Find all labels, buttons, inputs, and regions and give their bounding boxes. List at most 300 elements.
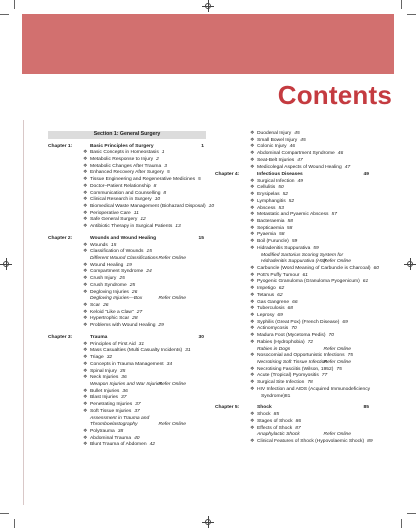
page-number: 62 xyxy=(278,286,285,292)
toc-entry[interactable] xyxy=(215,300,371,307)
entry-title: Pyogenic Granuloma (Granuloma Pyogenicum) 61 xyxy=(257,279,369,285)
page-number: 75 xyxy=(347,353,353,359)
bullet-icon: ❖ xyxy=(250,412,255,418)
online-entry-title: Degloving Injuries—Box xyxy=(90,296,143,302)
entry-title: Syphilis (Great Pox) (French Disease) 69 xyxy=(257,319,348,325)
entry-title: Crush Injury 25 xyxy=(90,276,125,282)
page-number: 10 xyxy=(208,203,215,209)
bullet-icon: ❖ xyxy=(250,131,255,136)
entry-title: Colonic Injury 46 xyxy=(257,144,296,150)
page-number: 59 xyxy=(313,245,319,251)
bullet-icon: ❖ xyxy=(250,306,255,312)
page-number: 72 xyxy=(307,339,314,345)
entry-title: Surgical Infection 49 xyxy=(257,178,303,184)
toc-entry[interactable] xyxy=(48,348,206,355)
entry-title: Metastatic and Pyaemic Abscess 57 xyxy=(257,212,337,218)
entry-title: Medicolegal Aspects of Wound Healing 47 xyxy=(257,164,351,170)
chapter-heading[interactable] xyxy=(215,172,371,179)
entry-title: Antibiotic Therapy in Surgical Patients 13 xyxy=(90,224,181,230)
page-number: 29 xyxy=(158,323,164,329)
page-number: 5 xyxy=(166,170,170,176)
entry-title: Blunt Trauma of Abdomen 42 xyxy=(90,442,156,448)
page-number: 85 xyxy=(273,412,280,418)
toc-entry[interactable] xyxy=(215,432,371,439)
entry-title: Pyaemia 58 xyxy=(257,232,285,238)
toc-entry[interactable] xyxy=(48,177,206,184)
entry-title: Bacteraemia 58 xyxy=(257,218,293,224)
bullet-icon: ❖ xyxy=(83,388,88,394)
bullet-icon: ❖ xyxy=(250,339,255,345)
toc-entry[interactable] xyxy=(48,224,206,231)
toc-entry[interactable] xyxy=(48,402,206,409)
online-entry-title: Assessment in Trauma and xyxy=(90,415,150,421)
entry-title: Septicaemia 58 xyxy=(257,225,293,231)
entry-title: Crush Syndrome 25 xyxy=(90,282,136,288)
entry-title: HIV Infection and AIDS (Acquired Immunodeficiency xyxy=(257,386,371,392)
page-number: 11 xyxy=(133,210,139,216)
crop-mark xyxy=(401,0,402,9)
entry-title: Polytrauma 38 xyxy=(90,428,124,434)
bullet-icon: ❖ xyxy=(250,279,255,285)
bullet-icon: ❖ xyxy=(250,205,255,211)
page-number: 75 xyxy=(336,366,342,372)
toc-entry[interactable] xyxy=(215,199,371,206)
toc-entry[interactable] xyxy=(48,382,206,389)
page-number: 37 xyxy=(134,408,140,414)
bullet-icon: ❖ xyxy=(83,282,88,288)
entry-title: Rabies (Hydrophobia) 72 xyxy=(257,339,314,345)
entry-title: Problems with Wound Healing 29 xyxy=(90,323,164,329)
page-number: 70 xyxy=(328,333,334,339)
entry-title: Triage 32 xyxy=(90,355,113,361)
page-number: 2 xyxy=(156,156,159,162)
bullet-icon: ❖ xyxy=(83,183,88,189)
page-number: 36 xyxy=(121,375,127,381)
toc-entry[interactable] xyxy=(215,313,371,320)
toc-entry[interactable] xyxy=(215,419,371,426)
bullet-icon: ❖ xyxy=(83,242,88,248)
bullet-icon: ❖ xyxy=(83,210,88,216)
bullet-icon: ❖ xyxy=(250,333,255,339)
page-number: 31 xyxy=(185,348,191,354)
toc-entry[interactable] xyxy=(215,239,371,246)
entry-title: Boil (Furuncle) 59 xyxy=(257,239,298,245)
toc-entry[interactable] xyxy=(215,185,371,192)
bullet-icon: ❖ xyxy=(83,402,88,408)
toc-entry[interactable] xyxy=(48,369,206,376)
bullet-icon: ❖ xyxy=(83,156,88,162)
crop-mark xyxy=(401,519,402,528)
entry-title: Pott's Puffy Tumour 61 xyxy=(257,272,308,278)
entry-title: Classification of Wounds 15 xyxy=(90,249,152,255)
bullet-icon: ❖ xyxy=(250,192,255,198)
page-number: 1 xyxy=(201,143,204,149)
page-number: 53 xyxy=(278,205,284,211)
entry-title: Basic Concepts in Homeostasis 1 xyxy=(90,150,165,156)
toc-entry[interactable] xyxy=(48,296,206,303)
toc-entry[interactable] xyxy=(215,286,371,293)
bullet-icon: ❖ xyxy=(83,323,88,329)
page-number: 69 xyxy=(342,319,348,325)
toc-entries-right xyxy=(215,131,379,446)
refer-online-link: Refer Online xyxy=(323,346,351,352)
bullet-icon: ❖ xyxy=(250,218,255,224)
entry-title: Tetanus 62 xyxy=(257,292,283,298)
page-number: 42 xyxy=(149,442,156,448)
page-number: 68 xyxy=(287,306,293,312)
chapter-title: Basic Principles of Surgery xyxy=(90,143,154,149)
entry-title: Perioperative Care 11 xyxy=(90,210,139,216)
page-number: 50 xyxy=(278,185,284,191)
bullet-icon: ❖ xyxy=(83,217,88,223)
entry-title: Shock 85 xyxy=(257,412,280,418)
bullet-icon: ❖ xyxy=(83,262,88,268)
page-number: 46 xyxy=(289,144,296,150)
online-entry-title: Hidradenitis Suppurativa (HS) xyxy=(261,259,326,265)
page-number: 26 xyxy=(131,289,138,295)
bullet-icon: ❖ xyxy=(250,212,255,218)
toc-entry[interactable] xyxy=(48,197,206,204)
entry-title: Nosocomial and Opportunistic Infections 75 xyxy=(257,353,353,359)
entry-title: Abdominal Trauma 40 xyxy=(90,435,140,441)
online-entry-title: Different Wound Classifications xyxy=(90,256,158,261)
page-number: 89 xyxy=(367,438,373,444)
toc-entries-left xyxy=(48,143,215,450)
toc-entry[interactable] xyxy=(48,283,206,290)
entry-title: Seat-Belt Injuries 47 xyxy=(257,157,303,163)
page-number: 38 xyxy=(117,428,124,434)
entry-title: Concepts in Trauma Management 34 xyxy=(90,361,173,367)
toc-entry[interactable] xyxy=(215,387,371,394)
toc-entry[interactable] xyxy=(48,323,206,330)
entry-title: Cellulitis 50 xyxy=(257,185,284,191)
entry-title: Abdominal Compartment Syndrome 46 xyxy=(257,151,344,157)
bullet-icon: ❖ xyxy=(250,137,255,143)
entry-title: Clinical Features of Shock (Hypovolaemic Shock) 89 xyxy=(257,438,373,444)
toc-entry[interactable] xyxy=(215,439,371,446)
page-number: 13 xyxy=(175,224,181,230)
page-number: 61 xyxy=(302,272,308,278)
page-number: 25 xyxy=(129,282,136,288)
toc-entry[interactable] xyxy=(48,422,206,429)
chapter-label: Chapter 1: xyxy=(48,143,73,149)
bullet-icon: ❖ xyxy=(250,272,255,278)
bullet-icon: ❖ xyxy=(83,249,88,255)
toc-entry[interactable] xyxy=(215,279,371,286)
online-entry-title: Rabies in Dogs xyxy=(257,346,291,352)
entry-title: Bullet Injuries 36 xyxy=(90,388,128,394)
bullet-icon: ❖ xyxy=(83,375,88,381)
toc-entry[interactable] xyxy=(48,409,206,416)
entry-title: Biomedical Waste Management (Biohazard Disposal) 10 xyxy=(90,203,215,209)
page-number: 34 xyxy=(166,361,173,367)
toc-entry[interactable] xyxy=(215,380,371,387)
bullet-icon: ❖ xyxy=(83,316,88,322)
entry-title: Hypertrophic Scar 28 xyxy=(90,316,138,322)
page-number: 47 xyxy=(344,164,351,170)
online-entry-title: Anaphylactic Shock xyxy=(257,432,300,438)
bullet-icon: ❖ xyxy=(250,373,255,379)
bullet-icon: ❖ xyxy=(83,408,88,414)
toc-entry[interactable] xyxy=(215,360,371,367)
toc-entry[interactable] xyxy=(215,212,371,219)
crop-mark xyxy=(0,14,9,15)
page-number: 37 xyxy=(121,395,127,401)
entry-title: Duodenal Injury 45 xyxy=(257,131,300,136)
entry-title: Carbuncle (Word Meaning of Carbuncle is Charcoal) 60 xyxy=(257,265,379,271)
toc-entry[interactable] xyxy=(48,150,206,157)
toc-entry[interactable] xyxy=(215,219,371,226)
toc-entry[interactable] xyxy=(48,256,206,263)
refer-online-link: Refer Online xyxy=(323,432,351,438)
online-entry-title: Modified Sartorius Scoring System for xyxy=(261,252,344,258)
bullet-icon: ❖ xyxy=(250,232,255,238)
bullet-icon: ❖ xyxy=(250,319,255,325)
chapter-heading[interactable] xyxy=(215,405,371,412)
bullet-icon: ❖ xyxy=(250,366,255,372)
entry-title: Lymphangitis 52 xyxy=(257,198,295,204)
entry-title: Compartment Syndrome 24 xyxy=(90,269,152,275)
chapter-heading[interactable] xyxy=(48,335,206,342)
toc-entry[interactable] xyxy=(48,276,206,283)
entry-title: Effects of Shock 87 xyxy=(257,425,301,431)
page-number: 45 xyxy=(300,137,306,143)
entry-title: Small Bowel Injury 45 xyxy=(257,137,306,143)
bullet-icon: ❖ xyxy=(250,299,255,305)
registration-mark-top xyxy=(204,2,212,10)
entry-title: Wound Healing 19 xyxy=(90,262,132,268)
entry-title: Tuberculosis 68 xyxy=(257,306,293,312)
bullet-icon: ❖ xyxy=(250,157,255,163)
registration-mark-bottom xyxy=(204,518,212,526)
page-number: 59 xyxy=(291,239,298,245)
entry-title: Principles of First Aid 31 xyxy=(90,341,145,347)
bullet-icon: ❖ xyxy=(83,341,88,347)
page-number: 12 xyxy=(140,217,146,223)
bullet-icon: ❖ xyxy=(83,170,88,176)
bullet-icon: ❖ xyxy=(83,361,88,367)
page-number: 35 xyxy=(119,368,126,374)
refer-online-link: Refer Online xyxy=(323,360,351,366)
toc-entry[interactable] xyxy=(48,362,206,369)
toc-entry[interactable] xyxy=(48,269,206,276)
bullet-icon: ❖ xyxy=(83,150,88,156)
chapter-heading[interactable] xyxy=(48,236,206,243)
bullet-icon: ❖ xyxy=(83,203,88,209)
chapter-label: Chapter 2: xyxy=(48,235,73,241)
bullet-icon: ❖ xyxy=(83,197,88,203)
entry-title: Neck Injuries 36 xyxy=(90,375,127,381)
page-number: 70 xyxy=(291,326,297,332)
toc-entry[interactable] xyxy=(48,375,206,382)
bullet-icon: ❖ xyxy=(250,198,255,204)
entry-title: Enhanced Recovery After Surgery 5 xyxy=(90,170,170,176)
refer-online-link: Refer Online xyxy=(158,256,186,261)
crop-mark xyxy=(0,513,9,514)
chapter-label: Chapter 4: xyxy=(215,171,240,177)
page-number: 37 xyxy=(135,402,141,408)
toc-entry[interactable] xyxy=(215,226,371,233)
crop-mark xyxy=(407,14,416,15)
page-number: 58 xyxy=(287,218,293,224)
bullet-icon: ❖ xyxy=(83,355,88,361)
toc-entry[interactable] xyxy=(48,157,206,164)
entry-title: Safe General Surgery 12 xyxy=(90,217,146,223)
entry-title: Keloid "Like a Claw" 27 xyxy=(90,309,143,315)
online-entry-title: Weapon Injuries and War Injuries xyxy=(90,381,163,387)
entry-title: Surgical Site Infection 78 xyxy=(257,380,313,386)
entry-title: Erysipelas 52 xyxy=(257,192,289,198)
page-number: 5 xyxy=(198,177,201,183)
toc-entry[interactable] xyxy=(215,192,371,199)
bullet-icon: ❖ xyxy=(250,245,255,251)
bullet-icon: ❖ xyxy=(83,177,88,183)
entry-title: Hidradenitis Suppurativa 59 xyxy=(257,245,319,251)
bullet-icon: ❖ xyxy=(250,286,255,292)
registration-mark-left xyxy=(2,260,10,268)
page-number: 45 xyxy=(294,131,300,136)
bullet-icon: ❖ xyxy=(83,428,88,434)
page-number: 32 xyxy=(106,355,113,361)
page-number: 15 xyxy=(146,249,152,255)
page-number: 26 xyxy=(103,303,109,309)
page-number: 78 xyxy=(307,380,313,386)
chapter-title: Infectious Diseases xyxy=(257,171,303,177)
page-number: 15 xyxy=(198,235,204,241)
page-number: 1 xyxy=(161,150,165,156)
refer-online-link: Refer Online xyxy=(158,422,186,428)
page-number: 28 xyxy=(132,316,138,322)
page-number: 85 xyxy=(363,405,369,411)
bullet-icon: ❖ xyxy=(250,178,255,184)
toc-entry[interactable] xyxy=(48,184,206,191)
entry-title: Metabolic Response to Injury 2 xyxy=(90,156,159,162)
toc-entry[interactable] xyxy=(215,265,379,273)
bullet-icon: ❖ xyxy=(250,386,255,392)
bullet-icon: ❖ xyxy=(83,224,88,230)
registration-mark-right xyxy=(406,260,414,268)
entry-title: Degloving Injuries 26 xyxy=(90,289,138,295)
bullet-icon: ❖ xyxy=(250,313,255,318)
page-number: 49 xyxy=(363,171,369,177)
toc-entry[interactable] xyxy=(48,249,206,256)
page-number: 46 xyxy=(337,151,344,157)
toc-entry[interactable] xyxy=(215,179,371,186)
bullet-icon: ❖ xyxy=(83,348,88,354)
bullet-icon: ❖ xyxy=(83,395,88,401)
toc-entry[interactable] xyxy=(215,246,371,253)
bullet-icon: ❖ xyxy=(250,144,255,150)
crop-mark xyxy=(407,513,416,514)
chapter-label: Chapter 3: xyxy=(48,334,73,340)
toc-entry[interactable] xyxy=(215,333,371,340)
toc-right-column xyxy=(215,131,379,446)
entry-title: Clinical Research in Surgery 10 xyxy=(90,197,161,203)
online-entry-title: Thromboelastography xyxy=(90,422,138,428)
entry-title: Penetrating Injuries 37 xyxy=(90,402,141,408)
bullet-icon: ❖ xyxy=(83,163,88,169)
toc-entry[interactable] xyxy=(215,340,371,347)
toc-entry[interactable] xyxy=(215,306,371,313)
page-number: 8 xyxy=(153,183,157,189)
bullet-icon: ❖ xyxy=(250,292,255,298)
toc-entry[interactable] xyxy=(48,389,206,396)
toc-entry[interactable] xyxy=(215,293,371,300)
refer-online-link: Refer Online xyxy=(323,259,351,265)
entry-title: Necrotising Fasciitis (Wilson, 1952) 75 xyxy=(257,366,342,372)
page-number: 40 xyxy=(134,435,140,441)
entry-title: Impetigo 62 xyxy=(257,286,285,292)
entry-title: Blast Injuries 37 xyxy=(90,395,127,401)
entry-title: Tissue Engineering and Regenerative Medicines 5 xyxy=(90,177,201,183)
page-number: 24 xyxy=(146,269,152,275)
page-number: 77 xyxy=(321,373,328,379)
page-number: 25 xyxy=(119,276,125,282)
entry-title: Wounds 15 xyxy=(90,242,117,248)
chapter-title: Shock xyxy=(257,405,272,411)
page-title: Contents xyxy=(277,80,392,110)
page-number: 15 xyxy=(110,242,117,248)
entry-title: Syndrome)81 xyxy=(261,393,291,399)
entry-title: Soft Tissue Injuries 37 xyxy=(90,408,140,414)
bullet-icon: ❖ xyxy=(250,185,255,191)
page-number: 86 xyxy=(295,418,302,424)
toc-entry[interactable] xyxy=(48,303,206,310)
page-number: 52 xyxy=(282,192,289,198)
toc-entry[interactable] xyxy=(48,442,206,449)
page-number: 27 xyxy=(136,309,143,315)
entry-title: Abscess 53 xyxy=(257,205,284,211)
refer-online-link: Refer Online xyxy=(158,381,186,387)
page-number: 30 xyxy=(198,334,204,340)
entry-title: Spinal Injury 35 xyxy=(90,368,126,374)
entry-title: Scar 26 xyxy=(90,303,109,309)
page-number: 69 xyxy=(277,313,283,318)
bullet-icon: ❖ xyxy=(250,265,255,271)
page-number: 60 xyxy=(373,265,379,271)
toc-entry[interactable] xyxy=(48,355,206,362)
entry-title: Actinomycosis 70 xyxy=(257,326,297,332)
page-number: 61 xyxy=(362,279,369,285)
page-number: 8 xyxy=(163,190,167,196)
page-number: 57 xyxy=(331,212,337,218)
toc-entry[interactable] xyxy=(48,429,206,436)
toc-entry[interactable] xyxy=(215,158,371,165)
toc-left-column xyxy=(48,131,215,449)
chapter-label: Chapter 5: xyxy=(215,405,240,411)
bullet-icon: ❖ xyxy=(83,442,88,448)
page-number: 36 xyxy=(122,388,128,394)
bullet-icon: ❖ xyxy=(250,151,255,157)
toc-entry[interactable] xyxy=(215,151,371,158)
toc-entry[interactable] xyxy=(215,131,371,138)
page-number: 31 xyxy=(138,341,145,347)
toc-entry[interactable] xyxy=(215,394,371,401)
bullet-icon: ❖ xyxy=(250,164,255,170)
bullet-icon: ❖ xyxy=(250,239,255,245)
entry-title: Gas Gangrene 66 xyxy=(257,299,298,305)
bullet-icon: ❖ xyxy=(250,326,255,332)
toc-entry[interactable] xyxy=(215,412,371,419)
bullet-icon: ❖ xyxy=(250,418,255,424)
page-number: 3 xyxy=(164,163,167,169)
bullet-icon: ❖ xyxy=(83,368,88,374)
toc-entry[interactable] xyxy=(48,203,215,211)
toc-entry[interactable] xyxy=(215,259,371,266)
toc-entry[interactable] xyxy=(215,165,371,172)
bullet-icon: ❖ xyxy=(83,269,88,275)
bullet-icon: ❖ xyxy=(250,353,255,359)
